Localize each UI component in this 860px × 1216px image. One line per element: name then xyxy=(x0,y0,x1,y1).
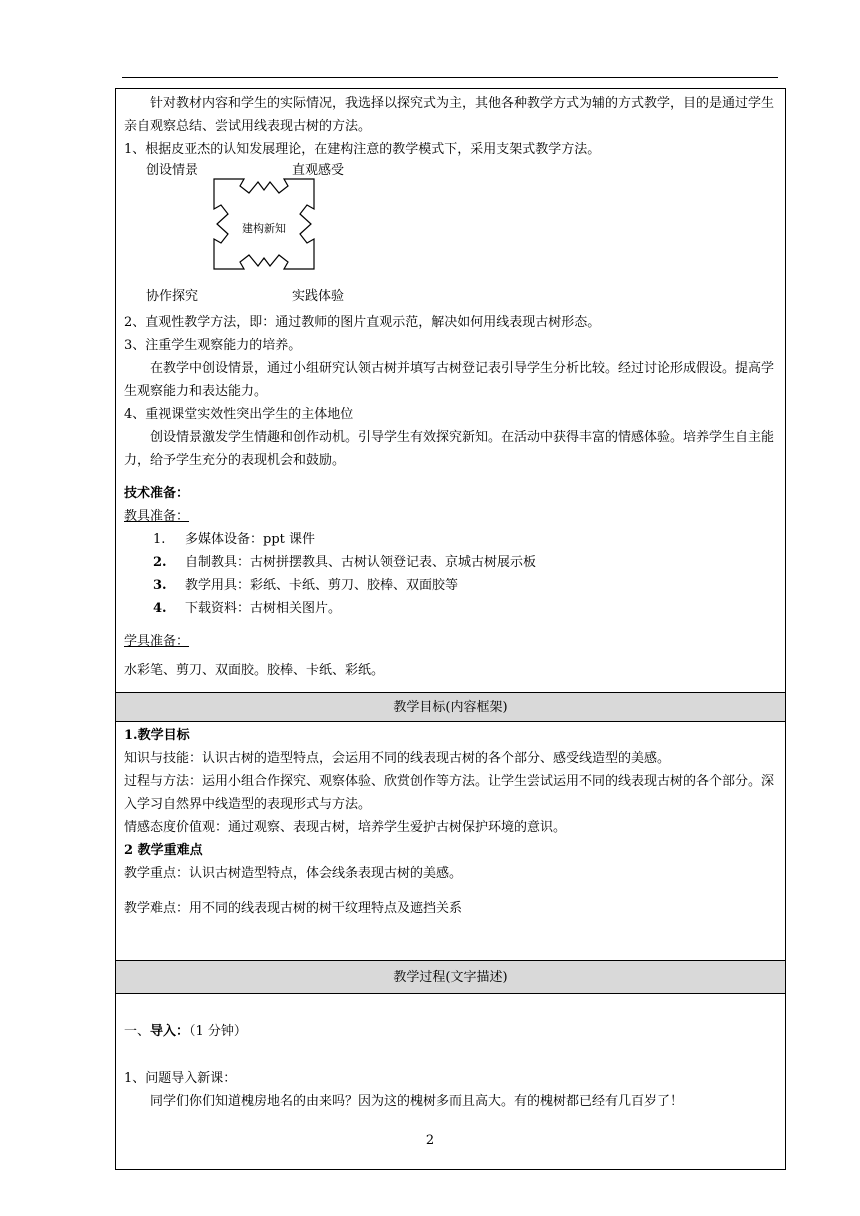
step-1-sub: 1、问题导入新课： xyxy=(124,1071,237,1086)
key-points-heading: 2 教学重难点 xyxy=(124,843,203,858)
scaffolding-diagram xyxy=(124,161,777,311)
list-number: 2. xyxy=(153,555,167,570)
step-1-text: 同学们你们知道槐房地名的由来吗？因为这的槐树多而且高大。有的槐树都已经有几百岁了！ xyxy=(150,1094,684,1109)
method-point-4-detail: 创设情景激发学生情趣和创作动机。引导学生有效探究新知。在活动中获得丰富的情感体验。培养学生自主能力，给予学生充分的表现机会和鼓励。 xyxy=(124,430,775,468)
list-number: 3. xyxy=(153,578,167,593)
intro-paragraph: 针对教材内容和学生的实际情况，我选择以探究式为主，其他各种教学方式为辅的方式教学，目的是通过学生亲自观察总结、尝试用线表现古树的方法。 xyxy=(124,96,775,134)
goal-heading: 1.教学目标 xyxy=(124,728,190,743)
method-point-3: 3、注重学生观察能力的培养。 xyxy=(124,338,302,353)
method-point-2: 2、直观性教学方法，即：通过教师的图片直观示范，解决如何用线表现古树形态。 xyxy=(124,315,601,330)
list-text: 多媒体设备：ppt 课件 xyxy=(185,532,316,547)
list-item xyxy=(124,551,777,574)
goals-section-header: 教学目标(内容框架) xyxy=(116,692,785,722)
method-point-3-detail: 在教学中创设情景，通过小组研究认领古树并填写古树登记表引导学生分析比较。经过讨论形成假设。提高学生观察能力和表达能力。 xyxy=(124,361,775,399)
list-number: 4. xyxy=(153,601,167,616)
teacher-tools-label: 教具准备： xyxy=(124,509,190,524)
goal-emotion: 情感态度价值观：通过观察、表现古树，培养学生爱护古树保护环境的意识。 xyxy=(124,820,567,835)
list-item xyxy=(124,597,777,620)
diagram-label-bottom-right: 实践体验 xyxy=(292,289,345,304)
diagram-center-label: 建构新知 xyxy=(242,222,286,235)
tech-prep-heading: 技术准备： xyxy=(124,486,190,501)
diagram-label-top-right: 直观感受 xyxy=(292,163,345,178)
difficult-point: 教学难点：用不同的线表现古树的树干纹理特点及遮挡关系 xyxy=(124,901,463,916)
list-item xyxy=(124,528,777,551)
teaching-method-cell xyxy=(116,89,785,692)
header-rule xyxy=(122,77,778,78)
diagram-label-bottom-left: 协作探究 xyxy=(146,289,199,304)
process-section-header: 教学过程(文字描述) xyxy=(116,960,785,994)
student-tools-label: 学具准备： xyxy=(124,634,190,649)
goals-cell xyxy=(116,722,785,960)
goal-process: 过程与方法：运用小组合作探究、观察体验、欣赏创作等方法。让学生尝试运用不同的线表现古树的各个部分。深入学习自然界中线造型的表现形式与方法。 xyxy=(124,774,775,812)
teacher-tools-list xyxy=(124,528,777,620)
goal-knowledge: 知识与技能：认识古树的造型特点，会运用不同的线表现古树的各个部分、感受线造型的美感。 xyxy=(124,751,671,766)
list-item xyxy=(124,574,777,597)
method-point-4: 4、重视课堂实效性突出学生的主体地位 xyxy=(124,407,354,422)
lesson-plan-table xyxy=(115,88,786,1170)
diagram-label-top-left: 创设情景 xyxy=(146,163,199,178)
list-text: 教学用具：彩纸、卡纸、剪刀、胶棒、双面胶等 xyxy=(185,578,459,593)
step-1-title: 一、导入：（1 分钟） xyxy=(124,1024,247,1039)
page-number: 2 xyxy=(425,1133,435,1148)
method-point-1: 1、根据皮亚杰的认知发展理论，在建构注意的教学模式下，采用支架式教学方法。 xyxy=(124,142,601,157)
list-number: 1. xyxy=(153,532,166,547)
student-tools-text: 水彩笔、剪刀、双面胶。胶棒、卡纸、彩纸。 xyxy=(124,663,385,678)
list-text: 自制教具：古树拼摆教具、古树认领登记表、京城古树展示板 xyxy=(185,555,537,570)
list-text: 下载资料：古树相关图片。 xyxy=(185,601,342,616)
key-point: 教学重点：认识古树造型特点，体会线条表现古树的美感。 xyxy=(124,866,463,881)
